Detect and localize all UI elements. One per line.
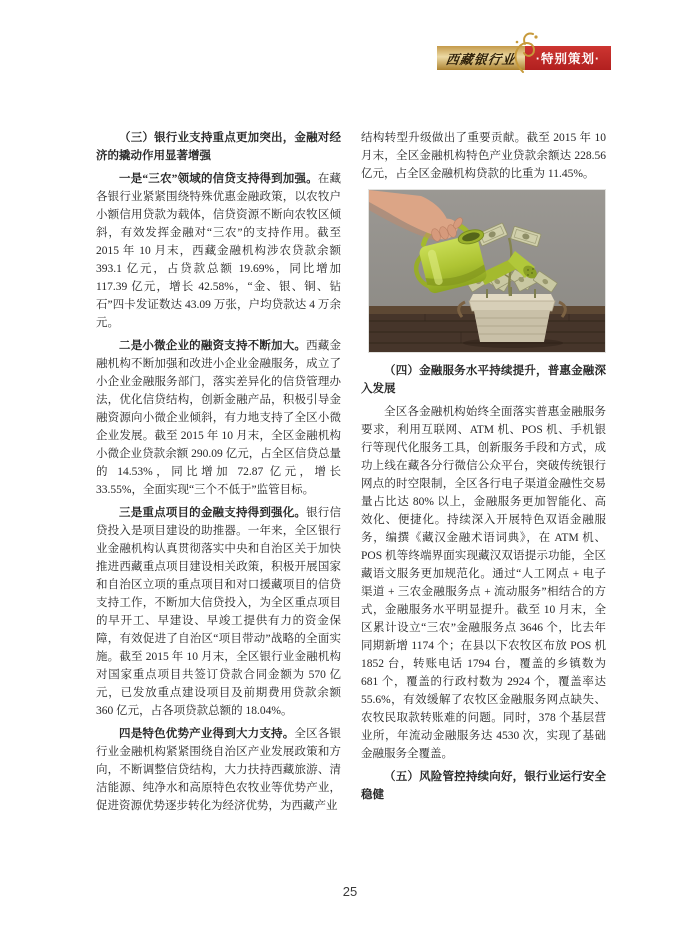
left-column xyxy=(96,129,341,820)
page-number: 25 xyxy=(342,884,358,899)
paragraph-continuation: 结构转型升级做出了重要贡献。截至 2015 年 10 月末，全区金融机构特色产业贷款余额达 228.56 亿元，占全区金融机构贷款的比重为 11.45%。 xyxy=(361,132,606,180)
paragraph-small-enterprise xyxy=(96,337,341,499)
gold-swirl-ornament-icon xyxy=(507,30,541,74)
section-heading-3: （三）银行业支持重点更加突出，金融对经济的撬动作用显著增强 xyxy=(96,132,341,162)
paragraph-inclusive-finance: 全区各金融机构始终全面落实普惠金融服务要求，利用互联网、ATM 机、POS 机、手机银行等现代化服务工具，创新服务手段和方式，成功上线在藏各分行微信公众平台，突破传统银行网点的时空限制，全区各行电子渠道金融性交易量占比达 80% 以上，金融服务更加智能化、高效化、便捷化。持续深入开展特色双语金融服务，编撰《藏汉金融术语词典》，在 ATM 机、POS 机等终端界面实现藏汉双语提示功能，全区藏语文服务更加规范化。通过“人工网点 + 电子渠道 + 三农金融服务点 + 流动服务”相结合的方式，金融服务水平明显提升。截至 10 月末，全区累计设立“三农”金融服务点 3646 个，比去年同期新增 1174 个；在县以下农牧区布放 POS 机 1852 台，转账电话 1794 台，覆盖的乡镇数为 681 个，覆盖的行政村数为 2924 个，覆盖率达 55.6%，有效缓解了农牧区金融服务网点缺失、农牧民取款转账难的问题。同时，378 个基层营业所，年流动金融服务达 4530 次，实现了基础金融服务全覆盖。 xyxy=(361,406,606,760)
paragraph-lead: 一是“三农”领域的信贷支持得到加强。 xyxy=(119,173,318,185)
paragraph-lead: 四是特色优势产业得到大力支持。 xyxy=(119,728,295,740)
section-heading-5: （五）风险管控持续向好，银行业运行安全稳健 xyxy=(361,771,606,801)
paragraph-body: 银行信贷投入是项目建设的助推器。一年来，全区银行业金融机构认真贯彻落实中央和自治区关于加快推进西藏重点项目建设相关政策，积极开展国家和自治区立项的重点项目和对口援藏项目的信贷支持工作，不断加大信贷投入，为全区重点项目的早开工、早建设、早竣工提供有力的资金保障，有效促进了自治区“项目带动”战略的全面实施。截至 2015 年 10 月末，全区银行业金融机构对国家重点项目共签订贷款合同金额为 570 亿元，已发放重点建设项目及前期费用贷款余额 360 亿元，占各项贷款总额的 18.04%。 xyxy=(96,507,341,717)
paragraph-featured-industry xyxy=(96,725,341,815)
header-banner xyxy=(437,46,611,70)
section-heading-4: （四）金融服务水平持续提升，普惠金融深入发展 xyxy=(361,365,606,395)
paragraph-body: 西藏金融机构不断加强和改进小企业金融服务，成立了小企业金融服务部门，落实差异化的信贷管理办法，优化信贷结构，创新金融产品，积极引导金融资源向小微企业倾斜，有力地支持了全区小微企业发展。截至 2015 年 10 月末，全区金融机构小微企业贷款余额 290.09 亿元，占全区信贷总量的 14.53%，同比增加 72.87 亿元，增长 33.55%，全面实现“三个不低于”监管目标。 xyxy=(96,340,341,496)
paragraph-body: 在藏各银行业紧紧围绕特殊优惠金融政策，以农牧户小额信用贷款为载体，信贷资源不断向农牧区倾斜，有效发挥金融对“三农”的支持作用。截至 2015 年 10 月末，西藏金融机构涉农贷款余额 393.1 亿元，占贷款总额 19.69%，同比增加 117.39 亿元，增长 42.58%，“金、银、铜、钻石”四卡发证数达 43.09 万张，户均贷款达 4 万余元。 xyxy=(96,173,342,329)
paragraph-lead: 二是小微企业的融资支持不断加大。 xyxy=(119,340,307,352)
money-plant-illustration xyxy=(369,190,605,352)
paragraph-key-projects xyxy=(96,504,341,720)
journal-title: 西藏银行业 xyxy=(444,51,517,67)
right-column xyxy=(361,129,606,809)
paragraph-lead: 三是重点项目的金融支持得到强化。 xyxy=(119,507,307,519)
money-plant-photo xyxy=(368,189,606,353)
section-label: ·特别策划· xyxy=(535,52,601,66)
paragraph-body: 全区各银行业金融机构紧紧围绕自治区产业发展政策和方向，不断调整信贷结构，大力扶持西藏旅游、清洁能源、纯净水和高原特色农牧业等优势产业，促进资源优势逐步转化为经济优势，为西藏产业 xyxy=(96,728,342,812)
paragraph-sannong xyxy=(96,170,341,332)
